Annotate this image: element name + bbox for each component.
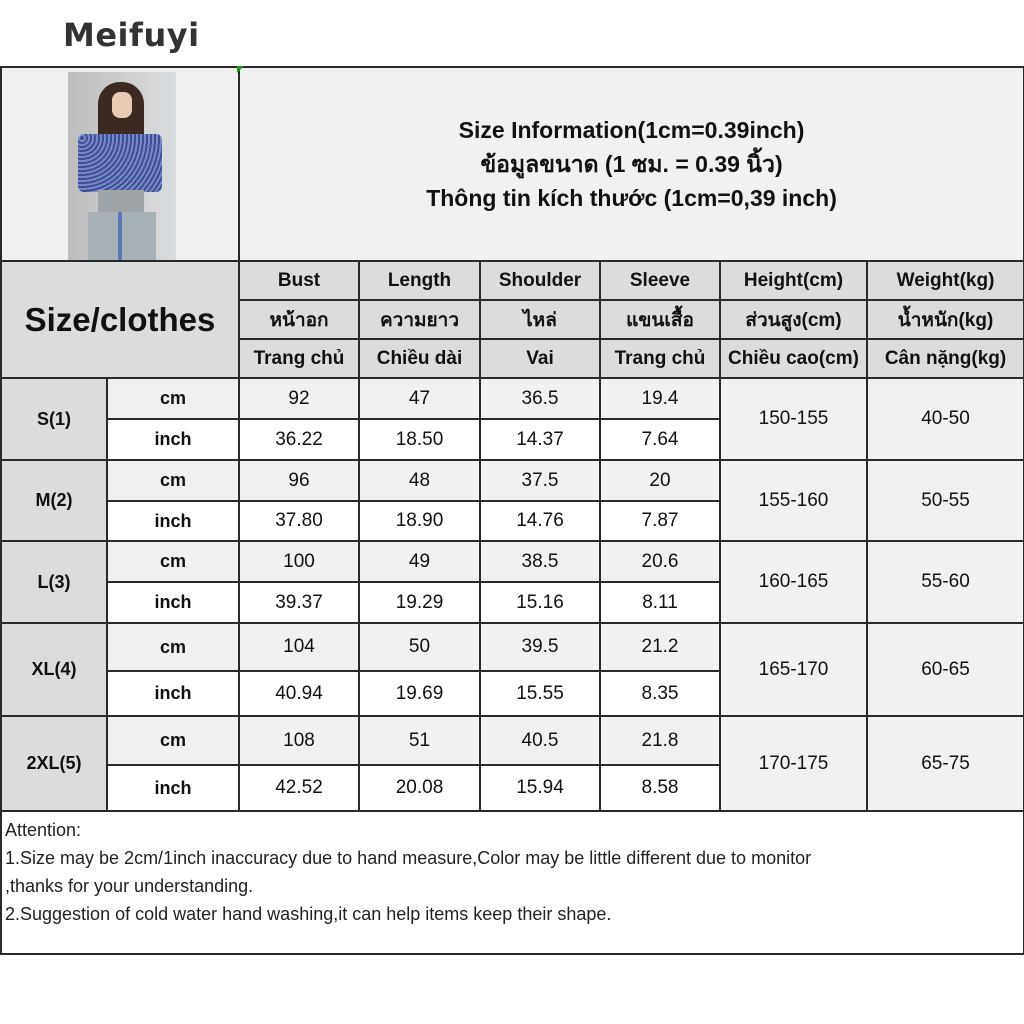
bust-inch: 42.52 bbox=[239, 765, 359, 811]
header-shoulder-vi: Vai bbox=[480, 339, 600, 378]
table-row bbox=[1, 460, 1024, 501]
bust-cm: 96 bbox=[239, 460, 359, 501]
header-sleeve-en: Sleeve bbox=[600, 261, 720, 300]
sleeve-cm: 21.8 bbox=[600, 716, 720, 765]
unit-cm: cm bbox=[107, 716, 239, 765]
bust-cm: 104 bbox=[239, 623, 359, 671]
weight-range: 55-60 bbox=[867, 541, 1024, 623]
header-length-th: ความยาว bbox=[359, 300, 480, 339]
length-cm: 51 bbox=[359, 716, 480, 765]
length-cm: 49 bbox=[359, 541, 480, 582]
header-sleeve-vi: Trang chủ bbox=[600, 339, 720, 378]
weight-range: 60-65 bbox=[867, 623, 1024, 716]
sleeve-inch: 8.35 bbox=[600, 671, 720, 716]
unit-cm: cm bbox=[107, 541, 239, 582]
table-row bbox=[1, 378, 1024, 419]
brand-logo: Meifuyi bbox=[63, 16, 200, 54]
shoulder-cm: 37.5 bbox=[480, 460, 600, 501]
table-row bbox=[1, 716, 1024, 765]
length-cm: 50 bbox=[359, 623, 480, 671]
unit-cm: cm bbox=[107, 623, 239, 671]
weight-range: 40-50 bbox=[867, 378, 1024, 460]
notes-line-2: ,thanks for your understanding. bbox=[5, 876, 254, 896]
unit-inch: inch bbox=[107, 765, 239, 811]
sleeve-cm: 20.6 bbox=[600, 541, 720, 582]
header-height-vi: Chiều cao(cm) bbox=[720, 339, 867, 378]
shoulder-inch: 15.94 bbox=[480, 765, 600, 811]
header-bust-th: หน้าอก bbox=[239, 300, 359, 339]
sleeve-cm: 19.4 bbox=[600, 378, 720, 419]
product-photo-cell bbox=[1, 67, 239, 261]
title-en: Size Information(1cm=0.39inch) bbox=[458, 117, 805, 143]
cell-comment-marker-icon bbox=[237, 66, 244, 73]
notes-line-1: 1.Size may be 2cm/1inch inaccuracy due to hand measure,Color may be little different due to monitor bbox=[5, 848, 812, 868]
unit-inch: inch bbox=[107, 582, 239, 623]
unit-cm: cm bbox=[107, 460, 239, 501]
header-sleeve-th: แขนเสื้อ bbox=[600, 300, 720, 339]
header-length-en: Length bbox=[359, 261, 480, 300]
sleeve-inch: 8.11 bbox=[600, 582, 720, 623]
header-bust-en: Bust bbox=[239, 261, 359, 300]
bust-cm: 100 bbox=[239, 541, 359, 582]
height-range: 150-155 bbox=[720, 378, 867, 460]
header-length-vi: Chiều dài bbox=[359, 339, 480, 378]
length-inch: 18.50 bbox=[359, 419, 480, 460]
header-shoulder-th: ไหล่ bbox=[480, 300, 600, 339]
size-label: 2XL(5) bbox=[1, 716, 107, 811]
unit-inch: inch bbox=[107, 419, 239, 460]
size-info-title bbox=[239, 67, 1024, 261]
height-range: 155-160 bbox=[720, 460, 867, 541]
shoulder-inch: 14.37 bbox=[480, 419, 600, 460]
length-inch: 20.08 bbox=[359, 765, 480, 811]
height-range: 165-170 bbox=[720, 623, 867, 716]
weight-range: 65-75 bbox=[867, 716, 1024, 811]
notes-line-3: 2.Suggestion of cold water hand washing,it can help items keep their shape. bbox=[5, 904, 612, 924]
bust-inch: 40.94 bbox=[239, 671, 359, 716]
model-photo bbox=[68, 72, 176, 260]
sleeve-cm: 20 bbox=[600, 460, 720, 501]
sleeve-cm: 21.2 bbox=[600, 623, 720, 671]
attention-notes bbox=[1, 811, 1024, 954]
length-inch: 18.90 bbox=[359, 501, 480, 541]
size-label: S(1) bbox=[1, 378, 107, 460]
shoulder-inch: 15.16 bbox=[480, 582, 600, 623]
header-weight-th: น้ำหนัก(kg) bbox=[867, 300, 1024, 339]
title-vi: Thông tin kích thước (1cm=0,39 inch) bbox=[426, 185, 837, 211]
header-shoulder-en: Shoulder bbox=[480, 261, 600, 300]
shoulder-inch: 15.55 bbox=[480, 671, 600, 716]
title-th: ข้อมูลขนาด (1 ซม. = 0.39 นิ้ว) bbox=[480, 151, 783, 177]
shoulder-inch: 14.76 bbox=[480, 501, 600, 541]
size-label: L(3) bbox=[1, 541, 107, 623]
sleeve-inch: 7.87 bbox=[600, 501, 720, 541]
bust-cm: 92 bbox=[239, 378, 359, 419]
length-inch: 19.29 bbox=[359, 582, 480, 623]
header-weight-vi: Cân nặng(kg) bbox=[867, 339, 1024, 378]
size-label: XL(4) bbox=[1, 623, 107, 716]
bust-cm: 108 bbox=[239, 716, 359, 765]
shoulder-cm: 38.5 bbox=[480, 541, 600, 582]
length-inch: 19.69 bbox=[359, 671, 480, 716]
sleeve-inch: 8.58 bbox=[600, 765, 720, 811]
sleeve-inch: 7.64 bbox=[600, 419, 720, 460]
notes-heading: Attention: bbox=[5, 820, 82, 840]
shoulder-cm: 40.5 bbox=[480, 716, 600, 765]
table-row bbox=[1, 623, 1024, 671]
height-range: 160-165 bbox=[720, 541, 867, 623]
header-bust-vi: Trang chủ bbox=[239, 339, 359, 378]
shoulder-cm: 39.5 bbox=[480, 623, 600, 671]
size-clothes-header: Size/clothes bbox=[1, 261, 239, 378]
unit-inch: inch bbox=[107, 671, 239, 716]
bust-inch: 39.37 bbox=[239, 582, 359, 623]
bust-inch: 37.80 bbox=[239, 501, 359, 541]
length-cm: 47 bbox=[359, 378, 480, 419]
header-height-en: Height(cm) bbox=[720, 261, 867, 300]
table-row bbox=[1, 541, 1024, 582]
unit-cm: cm bbox=[107, 378, 239, 419]
height-range: 170-175 bbox=[720, 716, 867, 811]
bust-inch: 36.22 bbox=[239, 419, 359, 460]
size-chart-table bbox=[0, 66, 1024, 955]
header-weight-en: Weight(kg) bbox=[867, 261, 1024, 300]
weight-range: 50-55 bbox=[867, 460, 1024, 541]
header-height-th: ส่วนสูง(cm) bbox=[720, 300, 867, 339]
unit-inch: inch bbox=[107, 501, 239, 541]
size-label: M(2) bbox=[1, 460, 107, 541]
length-cm: 48 bbox=[359, 460, 480, 501]
shoulder-cm: 36.5 bbox=[480, 378, 600, 419]
